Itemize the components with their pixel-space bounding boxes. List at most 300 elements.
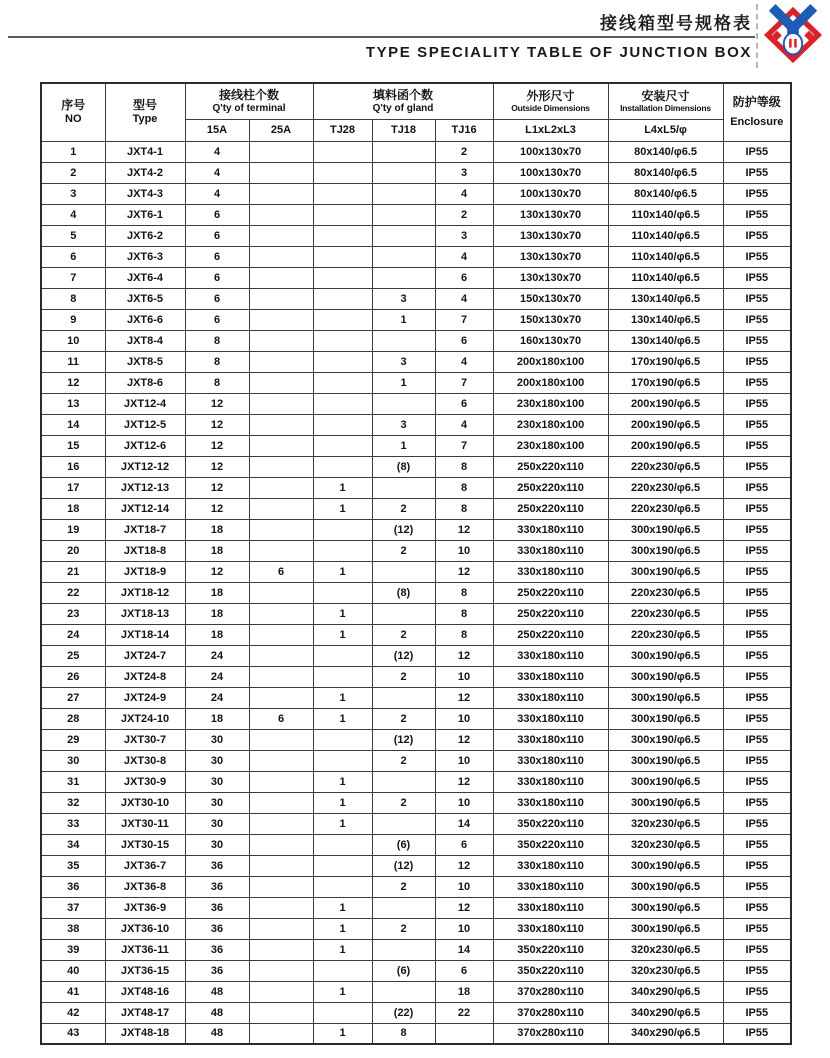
cell-25a: [249, 456, 313, 477]
table-row: [41, 267, 791, 288]
cell-outside-dim: 330x180x110: [493, 876, 608, 897]
cell-tj18: 2: [372, 792, 435, 813]
cell-type: JXT24-8: [105, 666, 185, 687]
cell-install-dim: 340x290/φ6.5: [608, 1023, 723, 1044]
cell-25a: [249, 309, 313, 330]
cell-outside-dim: 330x180x110: [493, 729, 608, 750]
cell-15a: 6: [185, 225, 249, 246]
cell-install-dim: 130x140/φ6.5: [608, 309, 723, 330]
cell-tj18: [372, 267, 435, 288]
cell-enclosure: IP55: [723, 267, 791, 288]
cell-25a: [249, 813, 313, 834]
cell-outside-dim: 130x130x70: [493, 246, 608, 267]
cell-no: 16: [41, 456, 105, 477]
cell-enclosure: IP55: [723, 582, 791, 603]
table-row: [41, 603, 791, 624]
table-row: [41, 456, 791, 477]
cell-no: 17: [41, 477, 105, 498]
cell-15a: 6: [185, 309, 249, 330]
cell-no: 38: [41, 918, 105, 939]
header-tj28: TJ28: [313, 119, 372, 141]
cell-enclosure: IP55: [723, 813, 791, 834]
cell-type: JXT4-3: [105, 183, 185, 204]
cell-tj16: 7: [435, 372, 493, 393]
cell-tj16: 6: [435, 834, 493, 855]
cell-type: JXT6-1: [105, 204, 185, 225]
cell-install-dim: 340x290/φ6.5: [608, 981, 723, 1002]
cell-no: 43: [41, 1023, 105, 1044]
cell-install-dim: 200x190/φ6.5: [608, 414, 723, 435]
cell-tj18: [372, 981, 435, 1002]
cell-install-dim: 300x190/φ6.5: [608, 666, 723, 687]
cell-enclosure: IP55: [723, 687, 791, 708]
cell-tj16: 8: [435, 582, 493, 603]
cell-type: JXT18-7: [105, 519, 185, 540]
cell-tj18: 2: [372, 708, 435, 729]
cell-type: JXT12-5: [105, 414, 185, 435]
table-row: [41, 477, 791, 498]
table-row: [41, 330, 791, 351]
cell-outside-dim: 330x180x110: [493, 918, 608, 939]
cell-outside-dim: 330x180x110: [493, 561, 608, 582]
cell-25a: [249, 540, 313, 561]
cell-tj18: 1: [372, 435, 435, 456]
cell-tj28: [313, 246, 372, 267]
cell-install-dim: 200x190/φ6.5: [608, 393, 723, 414]
cell-25a: [249, 687, 313, 708]
cell-install-dim: 300x190/φ6.5: [608, 855, 723, 876]
cell-outside-dim: 130x130x70: [493, 267, 608, 288]
cell-enclosure: IP55: [723, 981, 791, 1002]
cell-15a: 18: [185, 582, 249, 603]
cell-15a: 12: [185, 477, 249, 498]
cell-type: JXT36-15: [105, 960, 185, 981]
cell-no: 40: [41, 960, 105, 981]
cell-no: 33: [41, 813, 105, 834]
cell-tj18: 1: [372, 309, 435, 330]
cell-25a: [249, 855, 313, 876]
cell-enclosure: IP55: [723, 666, 791, 687]
cell-no: 6: [41, 246, 105, 267]
cell-tj16: 22: [435, 1002, 493, 1023]
cell-25a: [249, 666, 313, 687]
cell-25a: [249, 918, 313, 939]
table-row: [41, 855, 791, 876]
cell-25a: [249, 435, 313, 456]
cell-enclosure: IP55: [723, 456, 791, 477]
table-row: [41, 645, 791, 666]
cell-enclosure: IP55: [723, 141, 791, 162]
cell-tj16: 12: [435, 729, 493, 750]
header-15a: 15A: [185, 119, 249, 141]
cell-install-dim: 320x230/φ6.5: [608, 939, 723, 960]
cell-install-dim: 170x190/φ6.5: [608, 372, 723, 393]
cell-tj16: 10: [435, 540, 493, 561]
cell-tj28: [313, 162, 372, 183]
table-row: [41, 708, 791, 729]
cell-outside-dim: 350x220x110: [493, 960, 608, 981]
cell-15a: 8: [185, 372, 249, 393]
cell-no: 2: [41, 162, 105, 183]
cell-tj16: 10: [435, 876, 493, 897]
cell-25a: [249, 729, 313, 750]
cell-outside-dim: 330x180x110: [493, 645, 608, 666]
cell-no: 7: [41, 267, 105, 288]
cell-25a: [249, 204, 313, 225]
cell-install-dim: 80x140/φ6.5: [608, 141, 723, 162]
header-l1l2l3: L1xL2xL3: [493, 119, 608, 141]
table-row: [41, 141, 791, 162]
cell-type: JXT36-8: [105, 876, 185, 897]
cell-tj28: 1: [313, 918, 372, 939]
cell-outside-dim: 330x180x110: [493, 771, 608, 792]
cell-tj16: 4: [435, 351, 493, 372]
cell-outside-dim: 130x130x70: [493, 225, 608, 246]
cell-25a: [249, 792, 313, 813]
cell-enclosure: IP55: [723, 771, 791, 792]
cell-25a: [249, 519, 313, 540]
cell-15a: 18: [185, 708, 249, 729]
cell-tj16: 6: [435, 393, 493, 414]
cell-enclosure: IP55: [723, 288, 791, 309]
cell-type: JXT12-12: [105, 456, 185, 477]
cell-tj16: 8: [435, 603, 493, 624]
cell-15a: 36: [185, 918, 249, 939]
cell-15a: 24: [185, 687, 249, 708]
cell-25a: [249, 351, 313, 372]
cell-no: 30: [41, 750, 105, 771]
cell-tj18: 3: [372, 414, 435, 435]
cell-enclosure: IP55: [723, 1023, 791, 1044]
cell-tj28: [313, 855, 372, 876]
header-enclosure: 防护等级 Enclosure: [723, 83, 791, 141]
cell-no: 4: [41, 204, 105, 225]
cell-outside-dim: 250x220x110: [493, 477, 608, 498]
cell-tj28: 1: [313, 561, 372, 582]
cell-type: JXT8-6: [105, 372, 185, 393]
cell-tj16: 12: [435, 771, 493, 792]
table-row: [41, 204, 791, 225]
cell-tj28: 1: [313, 981, 372, 1002]
cell-outside-dim: 230x180x100: [493, 435, 608, 456]
table-row: [41, 246, 791, 267]
cell-tj28: 1: [313, 813, 372, 834]
cell-no: 35: [41, 855, 105, 876]
cell-outside-dim: 150x130x70: [493, 288, 608, 309]
table-row: [41, 666, 791, 687]
cell-outside-dim: 330x180x110: [493, 855, 608, 876]
header-rule: [8, 36, 755, 38]
cell-outside-dim: 350x220x110: [493, 813, 608, 834]
cell-outside-dim: 100x130x70: [493, 183, 608, 204]
cell-15a: 30: [185, 771, 249, 792]
table-row: [41, 960, 791, 981]
cell-no: 37: [41, 897, 105, 918]
cell-tj28: [313, 750, 372, 771]
cell-enclosure: IP55: [723, 960, 791, 981]
cell-install-dim: 320x230/φ6.5: [608, 960, 723, 981]
cell-enclosure: IP55: [723, 918, 791, 939]
cell-tj18: (12): [372, 519, 435, 540]
cell-tj18: 3: [372, 351, 435, 372]
cell-tj16: 12: [435, 897, 493, 918]
cell-no: 9: [41, 309, 105, 330]
cell-tj28: [313, 225, 372, 246]
cell-15a: 48: [185, 981, 249, 1002]
cell-25a: [249, 183, 313, 204]
cell-tj16: 10: [435, 918, 493, 939]
cell-25a: 6: [249, 561, 313, 582]
cell-tj28: [313, 309, 372, 330]
table-row: [41, 288, 791, 309]
cell-no: 14: [41, 414, 105, 435]
cell-install-dim: 300x190/φ6.5: [608, 687, 723, 708]
cell-tj28: [313, 540, 372, 561]
table-row: [41, 981, 791, 1002]
cell-tj16: 2: [435, 141, 493, 162]
table-row: [41, 162, 791, 183]
cell-15a: 30: [185, 792, 249, 813]
cell-15a: 6: [185, 267, 249, 288]
cell-type: JXT36-11: [105, 939, 185, 960]
table-header: [41, 83, 791, 141]
cell-tj28: [313, 435, 372, 456]
cell-15a: 8: [185, 351, 249, 372]
cell-tj16: 4: [435, 183, 493, 204]
cell-type: JXT12-14: [105, 498, 185, 519]
cell-25a: [249, 1023, 313, 1044]
table-row: [41, 687, 791, 708]
table-body: [41, 141, 791, 1044]
cell-enclosure: IP55: [723, 204, 791, 225]
cell-15a: 12: [185, 393, 249, 414]
cell-no: 27: [41, 687, 105, 708]
cell-tj18: [372, 141, 435, 162]
cell-install-dim: 300x190/φ6.5: [608, 519, 723, 540]
cell-25a: [249, 834, 313, 855]
cell-install-dim: 300x190/φ6.5: [608, 729, 723, 750]
cell-outside-dim: 130x130x70: [493, 204, 608, 225]
cell-outside-dim: 330x180x110: [493, 666, 608, 687]
cell-type: JXT48-17: [105, 1002, 185, 1023]
cell-tj28: [313, 456, 372, 477]
table-row: [41, 876, 791, 897]
table-row: [41, 351, 791, 372]
cell-tj18: (12): [372, 855, 435, 876]
cell-no: 12: [41, 372, 105, 393]
cell-enclosure: IP55: [723, 645, 791, 666]
cell-no: 18: [41, 498, 105, 519]
cell-15a: 36: [185, 939, 249, 960]
cell-outside-dim: 160x130x70: [493, 330, 608, 351]
cell-no: 21: [41, 561, 105, 582]
cell-25a: [249, 141, 313, 162]
cell-no: 5: [41, 225, 105, 246]
cell-tj18: 1: [372, 372, 435, 393]
cell-tj16: 7: [435, 435, 493, 456]
header-no: 序号 NO: [41, 83, 105, 141]
cell-tj28: [313, 729, 372, 750]
cell-type: JXT18-13: [105, 603, 185, 624]
cell-tj18: 2: [372, 498, 435, 519]
cell-enclosure: IP55: [723, 414, 791, 435]
cell-15a: 12: [185, 414, 249, 435]
table-row: [41, 918, 791, 939]
cell-15a: 48: [185, 1002, 249, 1023]
cell-tj18: 3: [372, 288, 435, 309]
cell-tj16: 3: [435, 162, 493, 183]
brand-logo-icon: [762, 2, 824, 66]
cell-tj18: 2: [372, 750, 435, 771]
cell-type: JXT4-1: [105, 141, 185, 162]
cell-15a: 8: [185, 330, 249, 351]
cell-install-dim: 300x190/φ6.5: [608, 540, 723, 561]
logo-divider-dashed-line: [756, 4, 758, 68]
cell-tj16: 7: [435, 309, 493, 330]
cell-tj18: [372, 603, 435, 624]
cell-15a: 30: [185, 750, 249, 771]
cell-tj18: [372, 813, 435, 834]
cell-outside-dim: 370x280x110: [493, 981, 608, 1002]
cell-tj28: [313, 960, 372, 981]
cell-15a: 18: [185, 624, 249, 645]
cell-tj16: 10: [435, 750, 493, 771]
table-row: [41, 771, 791, 792]
cell-tj16: 8: [435, 624, 493, 645]
table-row: [41, 792, 791, 813]
table-row: [41, 561, 791, 582]
table-row: [41, 414, 791, 435]
cell-15a: 6: [185, 204, 249, 225]
cell-15a: 12: [185, 456, 249, 477]
cell-type: JXT12-6: [105, 435, 185, 456]
cell-tj28: 1: [313, 624, 372, 645]
cell-outside-dim: 350x220x110: [493, 834, 608, 855]
table-row: [41, 897, 791, 918]
cell-tj16: 3: [435, 225, 493, 246]
cell-enclosure: IP55: [723, 729, 791, 750]
cell-tj18: [372, 561, 435, 582]
table-row: [41, 225, 791, 246]
cell-outside-dim: 330x180x110: [493, 687, 608, 708]
header-25a: 25A: [249, 119, 313, 141]
cell-type: JXT30-8: [105, 750, 185, 771]
cell-25a: [249, 939, 313, 960]
table-row: [41, 540, 791, 561]
cell-install-dim: 110x140/φ6.5: [608, 246, 723, 267]
cell-enclosure: IP55: [723, 477, 791, 498]
cell-tj28: [313, 1002, 372, 1023]
cell-enclosure: IP55: [723, 855, 791, 876]
cell-install-dim: 220x230/φ6.5: [608, 582, 723, 603]
cell-no: 20: [41, 540, 105, 561]
cell-25a: [249, 372, 313, 393]
cell-enclosure: IP55: [723, 939, 791, 960]
cell-outside-dim: 250x220x110: [493, 498, 608, 519]
table-row: [41, 183, 791, 204]
table-row: [41, 519, 791, 540]
cell-tj28: [313, 204, 372, 225]
cell-enclosure: IP55: [723, 393, 791, 414]
cell-tj18: (12): [372, 645, 435, 666]
cell-25a: 6: [249, 708, 313, 729]
cell-install-dim: 340x290/φ6.5: [608, 1002, 723, 1023]
cell-no: 10: [41, 330, 105, 351]
cell-tj28: [313, 351, 372, 372]
header-tj16: TJ16: [435, 119, 493, 141]
cell-type: JXT12-13: [105, 477, 185, 498]
cell-type: JXT30-11: [105, 813, 185, 834]
cell-tj28: 1: [313, 1023, 372, 1044]
cell-tj18: [372, 939, 435, 960]
cell-tj18: [372, 162, 435, 183]
cell-type: JXT24-10: [105, 708, 185, 729]
table-row: [41, 435, 791, 456]
cell-enclosure: IP55: [723, 309, 791, 330]
cell-25a: [249, 162, 313, 183]
cell-no: 39: [41, 939, 105, 960]
page-title-english: TYPE SPECIALITY TABLE OF JUNCTION BOX: [365, 44, 752, 61]
cell-enclosure: IP55: [723, 519, 791, 540]
cell-tj18: [372, 393, 435, 414]
cell-outside-dim: 330x180x110: [493, 519, 608, 540]
cell-15a: 30: [185, 834, 249, 855]
cell-25a: [249, 960, 313, 981]
cell-install-dim: 80x140/φ6.5: [608, 162, 723, 183]
cell-tj16: 10: [435, 666, 493, 687]
cell-enclosure: IP55: [723, 897, 791, 918]
cell-no: 13: [41, 393, 105, 414]
cell-tj28: [313, 876, 372, 897]
cell-type: JXT12-4: [105, 393, 185, 414]
cell-25a: [249, 897, 313, 918]
cell-type: JXT30-15: [105, 834, 185, 855]
cell-tj16: 8: [435, 456, 493, 477]
cell-install-dim: 110x140/φ6.5: [608, 204, 723, 225]
cell-enclosure: IP55: [723, 162, 791, 183]
cell-enclosure: IP55: [723, 225, 791, 246]
cell-tj28: [313, 834, 372, 855]
cell-outside-dim: 350x220x110: [493, 939, 608, 960]
cell-tj16: 10: [435, 792, 493, 813]
cell-25a: [249, 981, 313, 1002]
cell-25a: [249, 603, 313, 624]
cell-install-dim: 320x230/φ6.5: [608, 813, 723, 834]
cell-no: 36: [41, 876, 105, 897]
cell-25a: [249, 498, 313, 519]
cell-tj16: 12: [435, 855, 493, 876]
cell-outside-dim: 330x180x110: [493, 540, 608, 561]
cell-15a: 48: [185, 1023, 249, 1044]
cell-tj16: 14: [435, 939, 493, 960]
cell-25a: [249, 624, 313, 645]
cell-install-dim: 320x230/φ6.5: [608, 834, 723, 855]
table-row: [41, 372, 791, 393]
cell-tj18: [372, 183, 435, 204]
cell-enclosure: IP55: [723, 540, 791, 561]
cell-enclosure: IP55: [723, 834, 791, 855]
cell-tj16: 4: [435, 246, 493, 267]
cell-25a: [249, 225, 313, 246]
cell-15a: 6: [185, 288, 249, 309]
cell-outside-dim: 250x220x110: [493, 582, 608, 603]
cell-tj28: [313, 267, 372, 288]
cell-tj16: 6: [435, 330, 493, 351]
cell-15a: 36: [185, 897, 249, 918]
cell-25a: [249, 771, 313, 792]
cell-no: 15: [41, 435, 105, 456]
cell-outside-dim: 330x180x110: [493, 750, 608, 771]
